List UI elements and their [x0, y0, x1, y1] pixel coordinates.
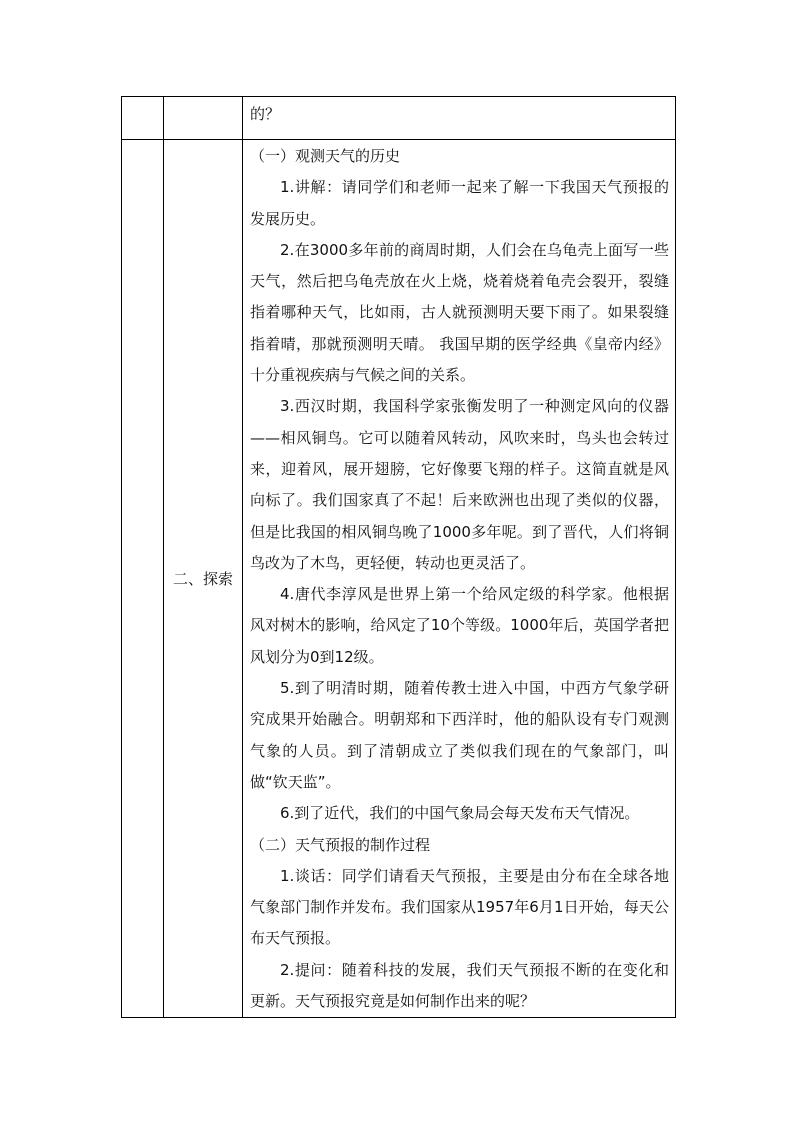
lesson-table: [121, 96, 676, 1018]
paragraph: 4.唐代李淳风是世界上第一个给风定级的科学家。他根据风对树木的影响，给风定了10个等级。1000年后，英国学者把风划分为0到12级。: [250, 585, 669, 666]
paragraph: 3.西汉时期，我国科学家张衡发明了一种测定风向的仪器——相风铜鸟。它可以随着风转动，风吹来时，鸟头也会转过来，迎着风，展开翅膀，它好像要飞翔的样子。这简直就是风向标了。我们国家真了不起！后来欧洲也出现了类似的仪器，但是比我国的相风铜鸟晚了1000多年呢。到了晋代，人们将铜鸟改为了木鸟，更轻便，转动也更灵活了。: [250, 397, 669, 572]
paragraph: 6.到了近代，我们的中国气象局会每天发布天气情况。: [280, 804, 640, 823]
paragraph: （一）观测天气的历史: [250, 147, 401, 165]
paragraph: 1.讲解：请同学们和老师一起来了解一下我国天气预报的发展历史。: [250, 178, 669, 228]
paragraph: 2.提问：随着科技的发展，我们天气预报不断的在变化和更新。天气预报究竟是如何制作出来的呢？: [250, 960, 669, 1011]
table-cell-empty: [164, 97, 243, 140]
table-cell-content: [243, 97, 676, 140]
paragraph: 1.谈话：同学们请看天气预报，主要是由分布在全球各地气象部门制作并发布。我们国家从1957年6月1日开始，每天公布天气预报。: [250, 866, 669, 948]
table-cell-empty: [122, 97, 164, 140]
paragraph: 5.到了明清时期，随着传教士进入中国，中西方气象学研究成果开始融合。明朝郑和下西洋时，他的船队设有专门观测气象的人员。到了清朝成立了类似我们现在的气象部门，叫做“钦天监”。: [250, 679, 669, 791]
continuation-text: 的？: [250, 105, 281, 123]
paragraph: （二）天气预报的制作过程: [250, 835, 431, 854]
table-row: [122, 140, 676, 1018]
table-row: [122, 97, 676, 140]
section-label: 二、探索: [164, 140, 243, 1018]
paragraph: 2.在3000多年前的商周时期，人们会在乌龟壳上面写一些天气，然后把乌龟壳放在火上烧，烧着烧着龟壳会裂开，裂缝指着哪种天气，比如雨，古人就预测明天要下雨了。如果裂缝指着晴，那就预测明天晴。 我国早期的医学经典《皇帝内经》十分重视疾病与气候之间的关系。: [250, 240, 669, 385]
table-cell-empty: [122, 140, 164, 1018]
lesson-content: [243, 140, 675, 1017]
table-cell-content: [243, 140, 676, 1018]
